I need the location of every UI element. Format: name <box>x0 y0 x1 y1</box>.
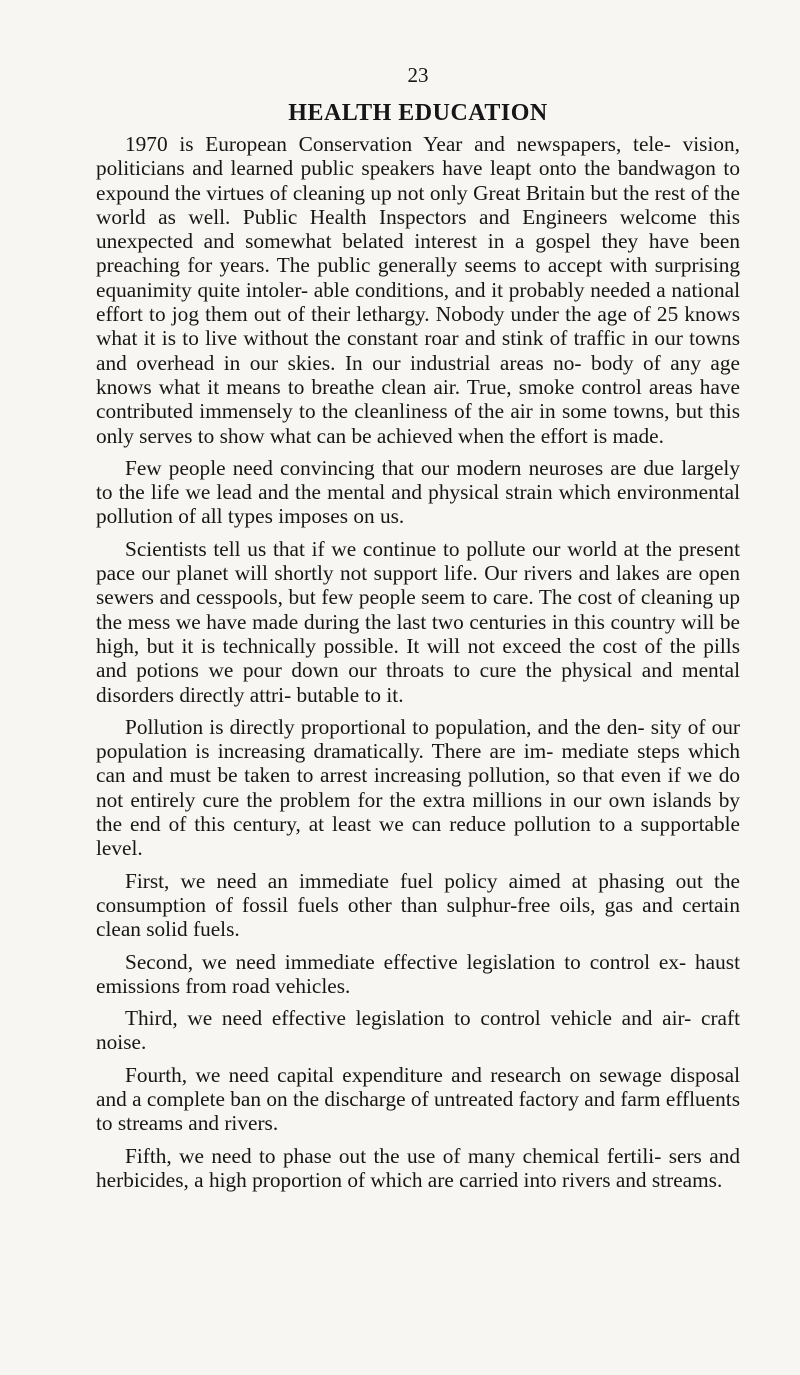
paragraph-neuroses: Few people need convincing that our modern neuroses are due largely to the life we lead and the mental and physical strain which environmental pollution of all types imposes on us. <box>96 455 740 529</box>
paragraph-first-fuel-policy: First, we need an immediate fuel policy aimed at phasing out the consumption of fossil fuels other than sulphur-free oils, gas and certain clean solid fuels. <box>96 868 740 942</box>
page-title: HEALTH EDUCATION <box>288 100 548 126</box>
page-number: 23 <box>407 63 429 87</box>
paragraph-fifth-fertilisers: Fifth, we need to phase out the use of many chemical fertili- sers and herbicides, a high proportion of which are carried into rivers and streams. <box>96 1143 740 1192</box>
paragraph-conservation-year: 1970 is European Conservation Year and newspapers, tele- vision, politicians and learned public speakers have leapt onto the bandwagon to expound the virtues of cleaning up not only Great Britain but the rest of the world as well. Public Health Inspectors and Engineers welcome this unexpected and somewhat belated interest in a gospel they have been preaching for years. The public generally seems to accept with surprising equanimity quite intoler- able conditions, and it probably needed a national effort to jog them out of their lethargy. Nobody under the age of 25 knows what it is to live without the constant roar and stink of traffic in our towns and overhead in our skies. In our industrial areas no- body of any age knows what it means to breathe clean air. True, smoke control areas have contributed immensely to the cleanliness of the air in some towns, but this only serves to show what can be achieved when the effort is made. <box>96 132 740 448</box>
paragraph-third-noise: Third, we need effective legislation to control vehicle and air- craft noise. <box>96 1006 740 1055</box>
paragraph-fourth-sewage: Fourth, we need capital expenditure and research on sewage disposal and a complete ban on the discharge of untreated factory and farm effluents to streams and rivers. <box>96 1062 740 1136</box>
paragraph-second-exhaust: Second, we need immediate effective legislation to control ex- haust emissions from road vehicles. <box>96 949 740 998</box>
paragraph-scientists: Scientists tell us that if we continue to pollute our world at the present pace our planet will shortly not support life. Our rivers and lakes are open sewers and cesspools, but few people seem to care. The cost of cleaning up the mess we have made during the last two centuries in this country will be high, but it is technically possible. It will not exceed the cost of the pills and potions we pour down our throats to cure the physical and mental disorders directly attri- butable to it. <box>96 536 740 707</box>
paragraph-population: Pollution is directly proportional to population, and the den- sity of our population is increasing dramatically. There are im- mediate steps which can and must be taken to arrest increasing pollution, so that even if we do not entirely cure the problem for the extra millions in our own islands by the end of this century, at least we can reduce pollution to a supportable level. <box>96 714 740 861</box>
document-page <box>96 62 740 1200</box>
